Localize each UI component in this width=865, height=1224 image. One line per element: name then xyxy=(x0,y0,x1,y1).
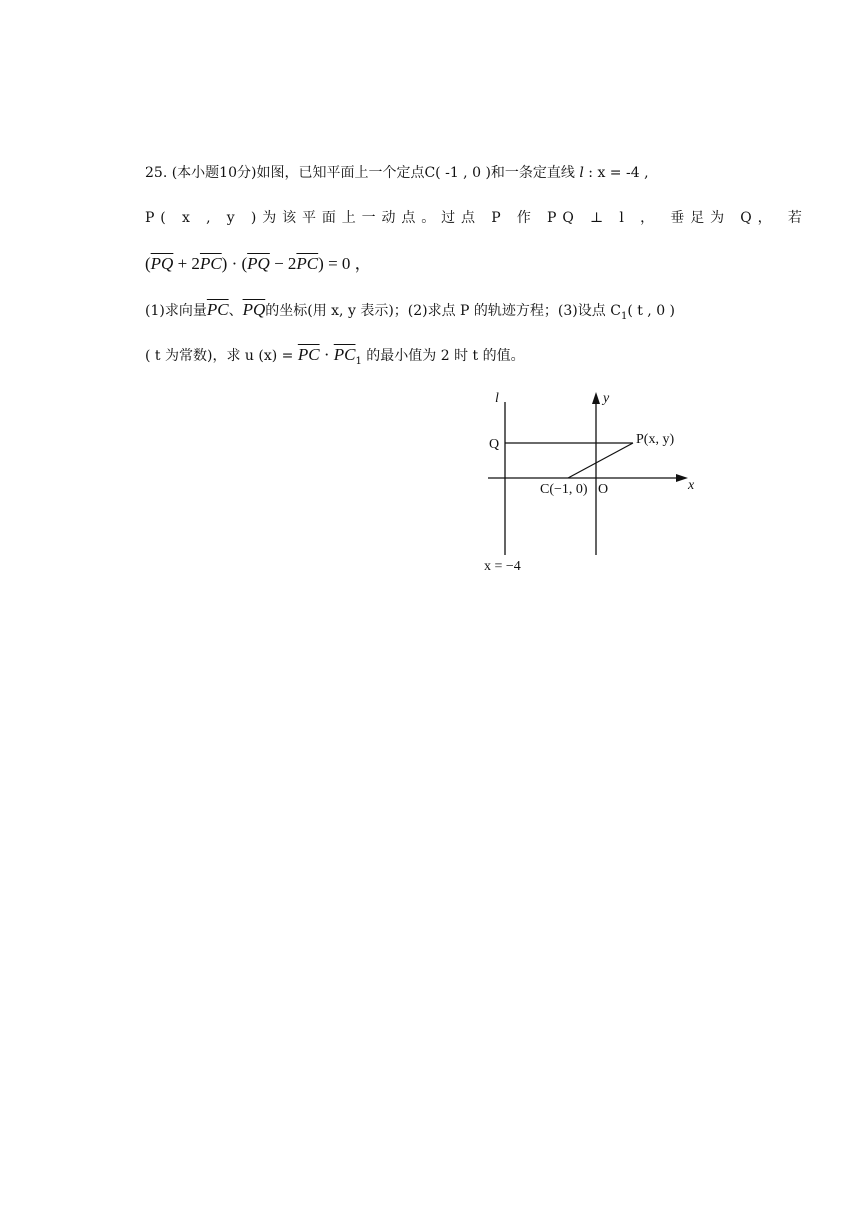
label-p: P(x, y) xyxy=(636,432,675,447)
segment-pc xyxy=(568,443,633,478)
q1-text-b: 的坐标(用 x, y 表示)；(2)求点 P 的轨迹方程；(3)设点 C xyxy=(265,303,621,319)
line1-mid: 和一条定直线 xyxy=(490,165,575,181)
q2-vector-pc1: $\overline{PC}$ xyxy=(333,345,356,364)
line1-eq: : x = -4 , xyxy=(588,165,649,181)
line-l-symbol: l xyxy=(579,165,584,181)
minus-2: − 2 xyxy=(269,254,297,273)
plus-2: + 2 xyxy=(173,254,200,273)
condition-equation xyxy=(145,254,372,274)
line1-intro: 如图，已知平面上一个定点 xyxy=(256,165,425,181)
q1-text-a: (1)求向量 xyxy=(145,303,207,319)
label-c: C(−1, 0) xyxy=(540,482,588,497)
q1-vector-pc: $\overline{PC}$ xyxy=(206,300,229,319)
q2-text-b: 的最小值为 2 时 t 的值。 xyxy=(361,348,525,364)
vector-pc-2: $\overline{PC}$ xyxy=(296,254,319,273)
q1-sep: 、 xyxy=(228,303,243,319)
vector-pq: $\overline{PQ}$ xyxy=(150,254,174,273)
label-x: x xyxy=(688,478,695,493)
label-q: Q xyxy=(489,437,500,452)
geometry-figure xyxy=(470,380,710,580)
label-y: y xyxy=(603,391,610,406)
equals-zero: ) = 0 ， xyxy=(318,254,372,273)
point-c: C( -1 , 0 ) xyxy=(424,165,491,181)
q1-vector-pq: $\overline{PQ}$ xyxy=(242,300,266,319)
q2-vector-pc: $\overline{PC}$ xyxy=(297,345,320,364)
label-l: l xyxy=(495,391,499,406)
problem-line-2: P( x , y )为该平面上一动点。过点 P 作 PQ ⊥ l ， 垂足为 Q， 若 xyxy=(145,210,808,226)
problem-number: 25. xyxy=(145,165,168,181)
q2-text-a: ( t 为常数)，求 u (x) = xyxy=(145,348,298,364)
problem-line-1 xyxy=(145,163,649,183)
x-axis-arrow xyxy=(676,474,688,482)
label-line-eq: x = −4 xyxy=(484,559,521,574)
dot-paren: ) · ( xyxy=(221,254,248,273)
question-line-1 xyxy=(145,300,675,327)
vector-pq-2: $\overline{PQ}$ xyxy=(247,254,270,273)
label-o: O xyxy=(598,482,609,497)
y-axis-arrow xyxy=(592,392,600,404)
q2-dot: · xyxy=(319,345,334,364)
problem-points: (本小题10分) xyxy=(171,165,257,181)
paren: ( xyxy=(145,254,151,273)
vector-pc: $\overline{PC}$ xyxy=(199,254,222,273)
q1-text-c: ( t , 0 ) xyxy=(627,303,676,319)
question-line-2 xyxy=(145,345,525,372)
q1-subscript: 1 xyxy=(620,310,628,322)
q2-subscript: 1 xyxy=(355,355,362,367)
